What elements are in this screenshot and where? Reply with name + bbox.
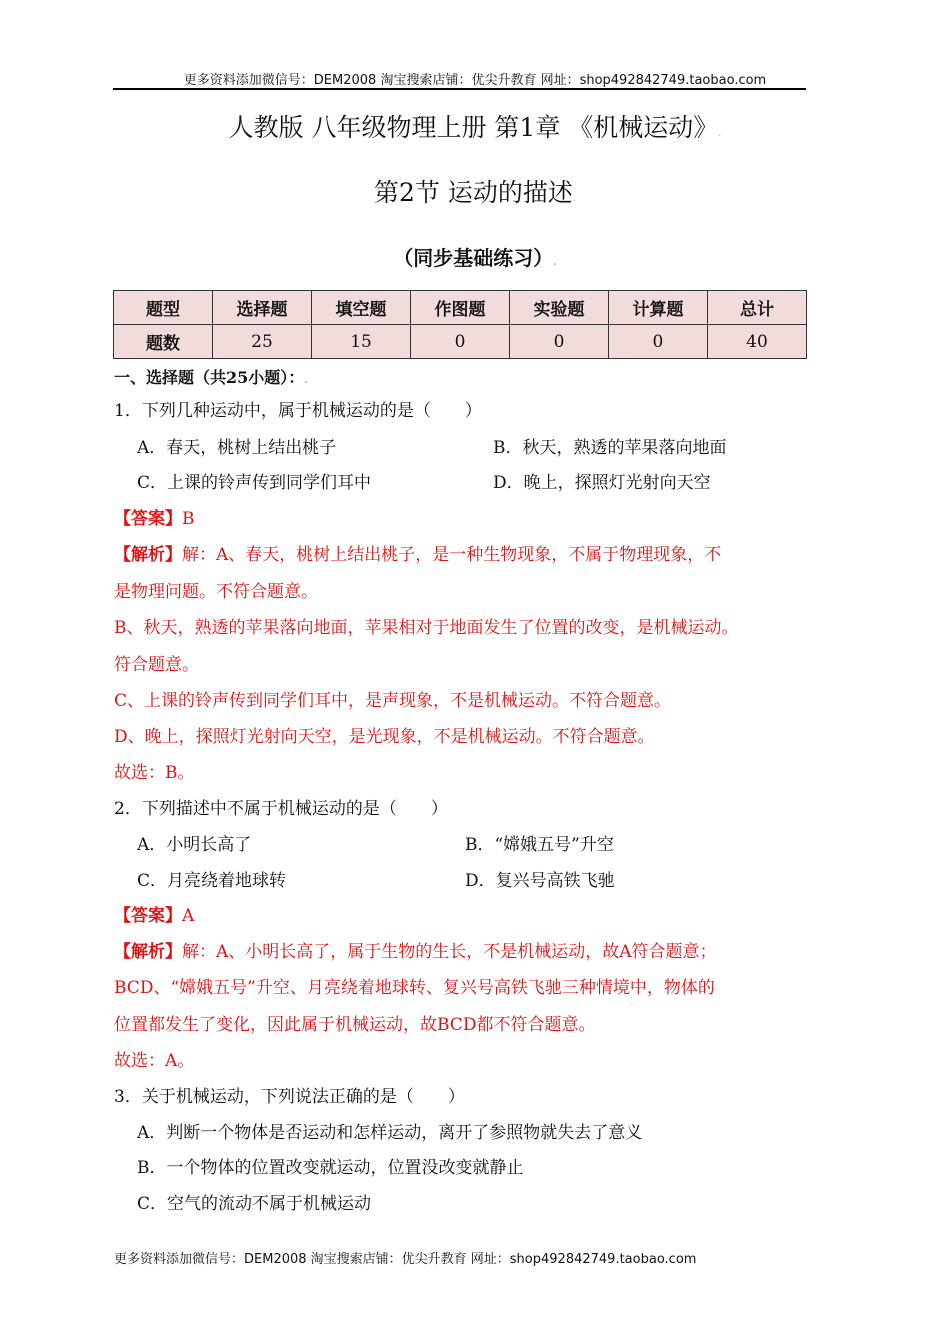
analysis-text: 解：A、春天，桃树上结出桃子，是一种生物现象，不属于物理现象，不 xyxy=(182,545,722,565)
document-title xyxy=(0,108,950,144)
table-header-cell: 计算题 xyxy=(608,291,707,325)
analysis-line: B、秋天，熟透的苹果落向地面，苹果相对于地面发生了位置的改变，是机械运动。 xyxy=(114,618,739,638)
title-line3: （同步基础练习） xyxy=(393,246,554,270)
answer-line xyxy=(114,508,195,530)
table-header-cell: 题型 xyxy=(114,291,213,325)
analysis-line: 故选：B。 xyxy=(114,763,195,783)
section-title xyxy=(0,173,950,209)
question-stem: 2．下列描述中不属于机械运动的是（ ） xyxy=(114,799,448,819)
option-a: A．春天，桃树上结出桃子 xyxy=(137,438,337,458)
table-header-cell: 实验题 xyxy=(510,291,609,325)
analysis-label: 【解析】 xyxy=(114,942,182,962)
table-cell: 0 xyxy=(411,325,510,359)
table-header-row xyxy=(114,291,807,325)
answer-label: 【答案】 xyxy=(114,906,182,926)
section-heading xyxy=(114,367,308,392)
table-header-cell: 总计 xyxy=(707,291,806,325)
answer-label: 【答案】 xyxy=(114,509,182,529)
subtitle xyxy=(0,242,950,271)
analysis-label: 【解析】 xyxy=(114,545,182,565)
table-header-cell: 作图题 xyxy=(411,291,510,325)
analysis-line xyxy=(114,544,721,566)
analysis-line: C、上课的铃声传到同学们耳中，是声现象，不是机械运动。不符合题意。 xyxy=(114,691,672,711)
paragraph-mark: . xyxy=(572,193,577,204)
page-header: 更多资料添加微信号：DEM2008 淘宝搜索店铺：优尖升教育 网址：shop492842749.taobao.com xyxy=(183,73,767,88)
page-footer: 更多资料添加微信号：DEM2008 淘宝搜索店铺：优尖升教育 网址：shop492842749.taobao.com xyxy=(114,1252,697,1267)
analysis-line xyxy=(114,941,717,963)
analysis-line: 是物理问题。不符合题意。 xyxy=(114,582,318,602)
analysis-line: BCD、“嫦娥五号”升空、月亮绕着地球转、复兴号高铁飞驰三种情境中，物体的 xyxy=(114,978,715,998)
analysis-text: 解：A、小明长高了，属于生物的生长，不是机械运动，故A符合题意； xyxy=(182,942,717,962)
option-c: C．上课的铃声传到同学们耳中 xyxy=(137,473,372,493)
section-heading-text: 一、选择题（共25小题）： xyxy=(114,368,305,387)
question-stats-table xyxy=(113,290,807,359)
table-cell: 15 xyxy=(312,325,411,359)
option-d: D．复兴号高铁飞驰 xyxy=(465,871,615,891)
table-cell: 40 xyxy=(707,325,806,359)
option-c: C．月亮绕着地球转 xyxy=(137,871,287,891)
analysis-line: D、晚上，探照灯光射向天空，是光现象，不是机械运动。不符合题意。 xyxy=(114,727,655,747)
option-b: B．一个物体的位置改变就运动，位置没改变就静止 xyxy=(137,1158,524,1178)
option-b: B．“嫦娥五号”升空 xyxy=(465,835,614,855)
answer-line xyxy=(114,905,194,927)
option-b: B．秋天，熟透的苹果落向地面 xyxy=(493,438,727,458)
analysis-line: 故选：A。 xyxy=(114,1051,195,1071)
answer-value: A xyxy=(182,906,195,926)
option-a: A．判断一个物体是否运动和怎样运动，离开了参照物就失去了意义 xyxy=(137,1123,643,1143)
table-cell: 0 xyxy=(510,325,609,359)
table-cell: 25 xyxy=(212,325,311,359)
paragraph-mark: . xyxy=(718,128,722,139)
answer-value: B xyxy=(182,509,195,529)
table-cell: 题数 xyxy=(114,325,213,359)
table-header-cell: 选择题 xyxy=(212,291,311,325)
analysis-line: 位置都发生了变化，因此属于机械运动，故BCD都不符合题意。 xyxy=(114,1015,596,1035)
question-stem: 1．下列几种运动中，属于机械运动的是（ ） xyxy=(114,401,482,421)
paragraph-mark: . xyxy=(553,257,557,268)
title-line2: 第2节 运动的描述 xyxy=(373,178,573,207)
analysis-line: 符合题意。 xyxy=(114,655,199,675)
option-c: C．空气的流动不属于机械运动 xyxy=(137,1194,372,1214)
paragraph-mark: . xyxy=(304,375,308,386)
table-row xyxy=(114,325,807,359)
table-header-cell: 填空题 xyxy=(312,291,411,325)
option-d: D．晚上，探照灯光射向天空 xyxy=(493,473,711,493)
option-a: A．小明长高了 xyxy=(137,835,252,855)
header-divider xyxy=(113,88,806,90)
question-stem: 3．关于机械运动，下列说法正确的是（ ） xyxy=(114,1087,465,1107)
title-line1: 人教版 八年级物理上册 第1章 《机械运动》 xyxy=(228,113,719,142)
table-cell: 0 xyxy=(608,325,707,359)
